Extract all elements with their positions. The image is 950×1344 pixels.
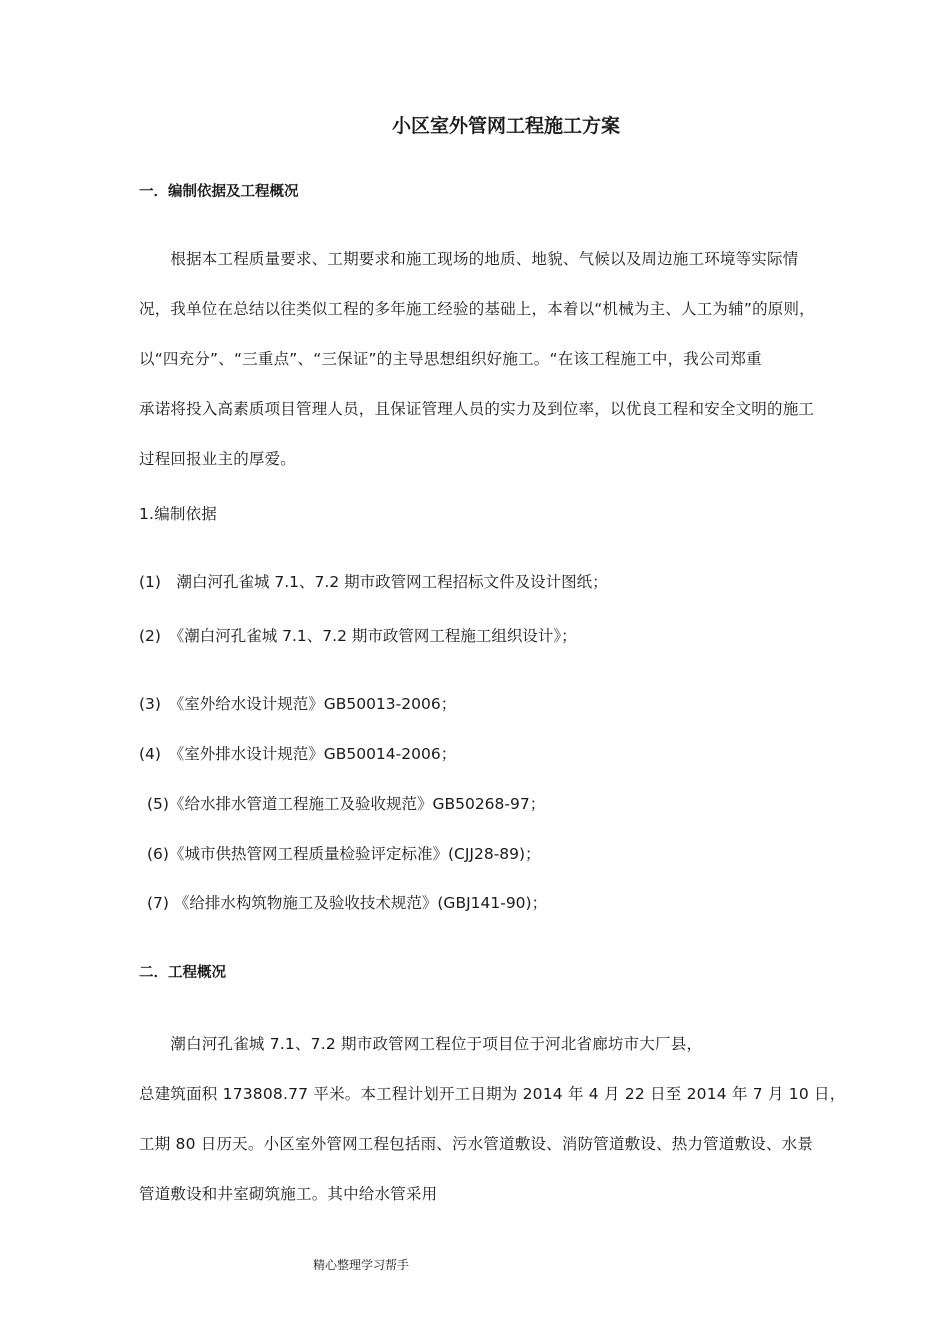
intro-line-1: 根据本工程质量要求、工期要求和施工现场的地质、地貌、气候以及周边施工环境等实际情 xyxy=(139,250,799,268)
basis-item-1: (1) 潮白河孔雀城 7.1、7.2 期市政管网工程招标文件及设计图纸； xyxy=(139,573,608,591)
overview-line-2: 总建筑面积 173808.77 平米。本工程计划开工日期为 2014 年 4 月 22 日至 2014 年 7 月 10 日， xyxy=(139,1085,846,1103)
basis-item-6: (6)《城市供热管网工程质量检验评定标准》(CJJ28-89)； xyxy=(147,845,541,863)
basis-item-5: (5)《给水排水管道工程施工及验收规范》GB50268-97； xyxy=(147,795,546,813)
basis-item-4: (4) 《室外排水设计规范》GB50014-2006； xyxy=(139,745,457,763)
intro-line-2: 况，我单位在总结以往类似工程的多年施工经验的基础上，本着以“机械为主、人工为辅”的原则， xyxy=(139,300,815,318)
document-title: 小区室外管网工程施工方案 xyxy=(391,115,620,137)
basis-item-3: (3) 《室外给水设计规范》GB50013-2006； xyxy=(139,695,457,713)
section-1-heading: 一．编制依据及工程概况 xyxy=(139,184,299,200)
overview-line-1: 潮白河孔雀城 7.1、7.2 期市政管网工程位于项目位于河北省廊坊市大厂县， xyxy=(139,1035,703,1053)
intro-line-5: 过程回报业主的厚爱。 xyxy=(139,450,297,468)
page-footer: 精心整理学习帮手 xyxy=(313,1258,410,1272)
intro-line-3: 以“四充分”、“三重点”、“三保证”的主导思想组织好施工。“在该工程施工中，我公司郑重 xyxy=(139,350,762,368)
overview-line-3: 工期 80 日历天。小区室外管网工程包括雨、污水管道敷设、消防管道敷设、热力管道敷设、水景 xyxy=(139,1135,814,1153)
intro-line-4: 承诺将投入高素质项目管理人员，且保证管理人员的实力及到位率，以优良工程和安全文明的施工 xyxy=(139,400,815,418)
basis-item-2: (2) 《潮白河孔雀城 7.1、7.2 期市政管网工程施工组织设计》； xyxy=(139,627,577,645)
section-2-heading: 二．工程概况 xyxy=(139,965,226,981)
overview-line-4: 管道敷设和井室砌筑施工。其中给水管采用 xyxy=(139,1185,438,1203)
basis-sub-heading: 1.编制依据 xyxy=(139,505,217,523)
basis-item-7: (7) 《给排水构筑物施工及验收技术规范》(GBJ141-90)； xyxy=(147,894,548,912)
